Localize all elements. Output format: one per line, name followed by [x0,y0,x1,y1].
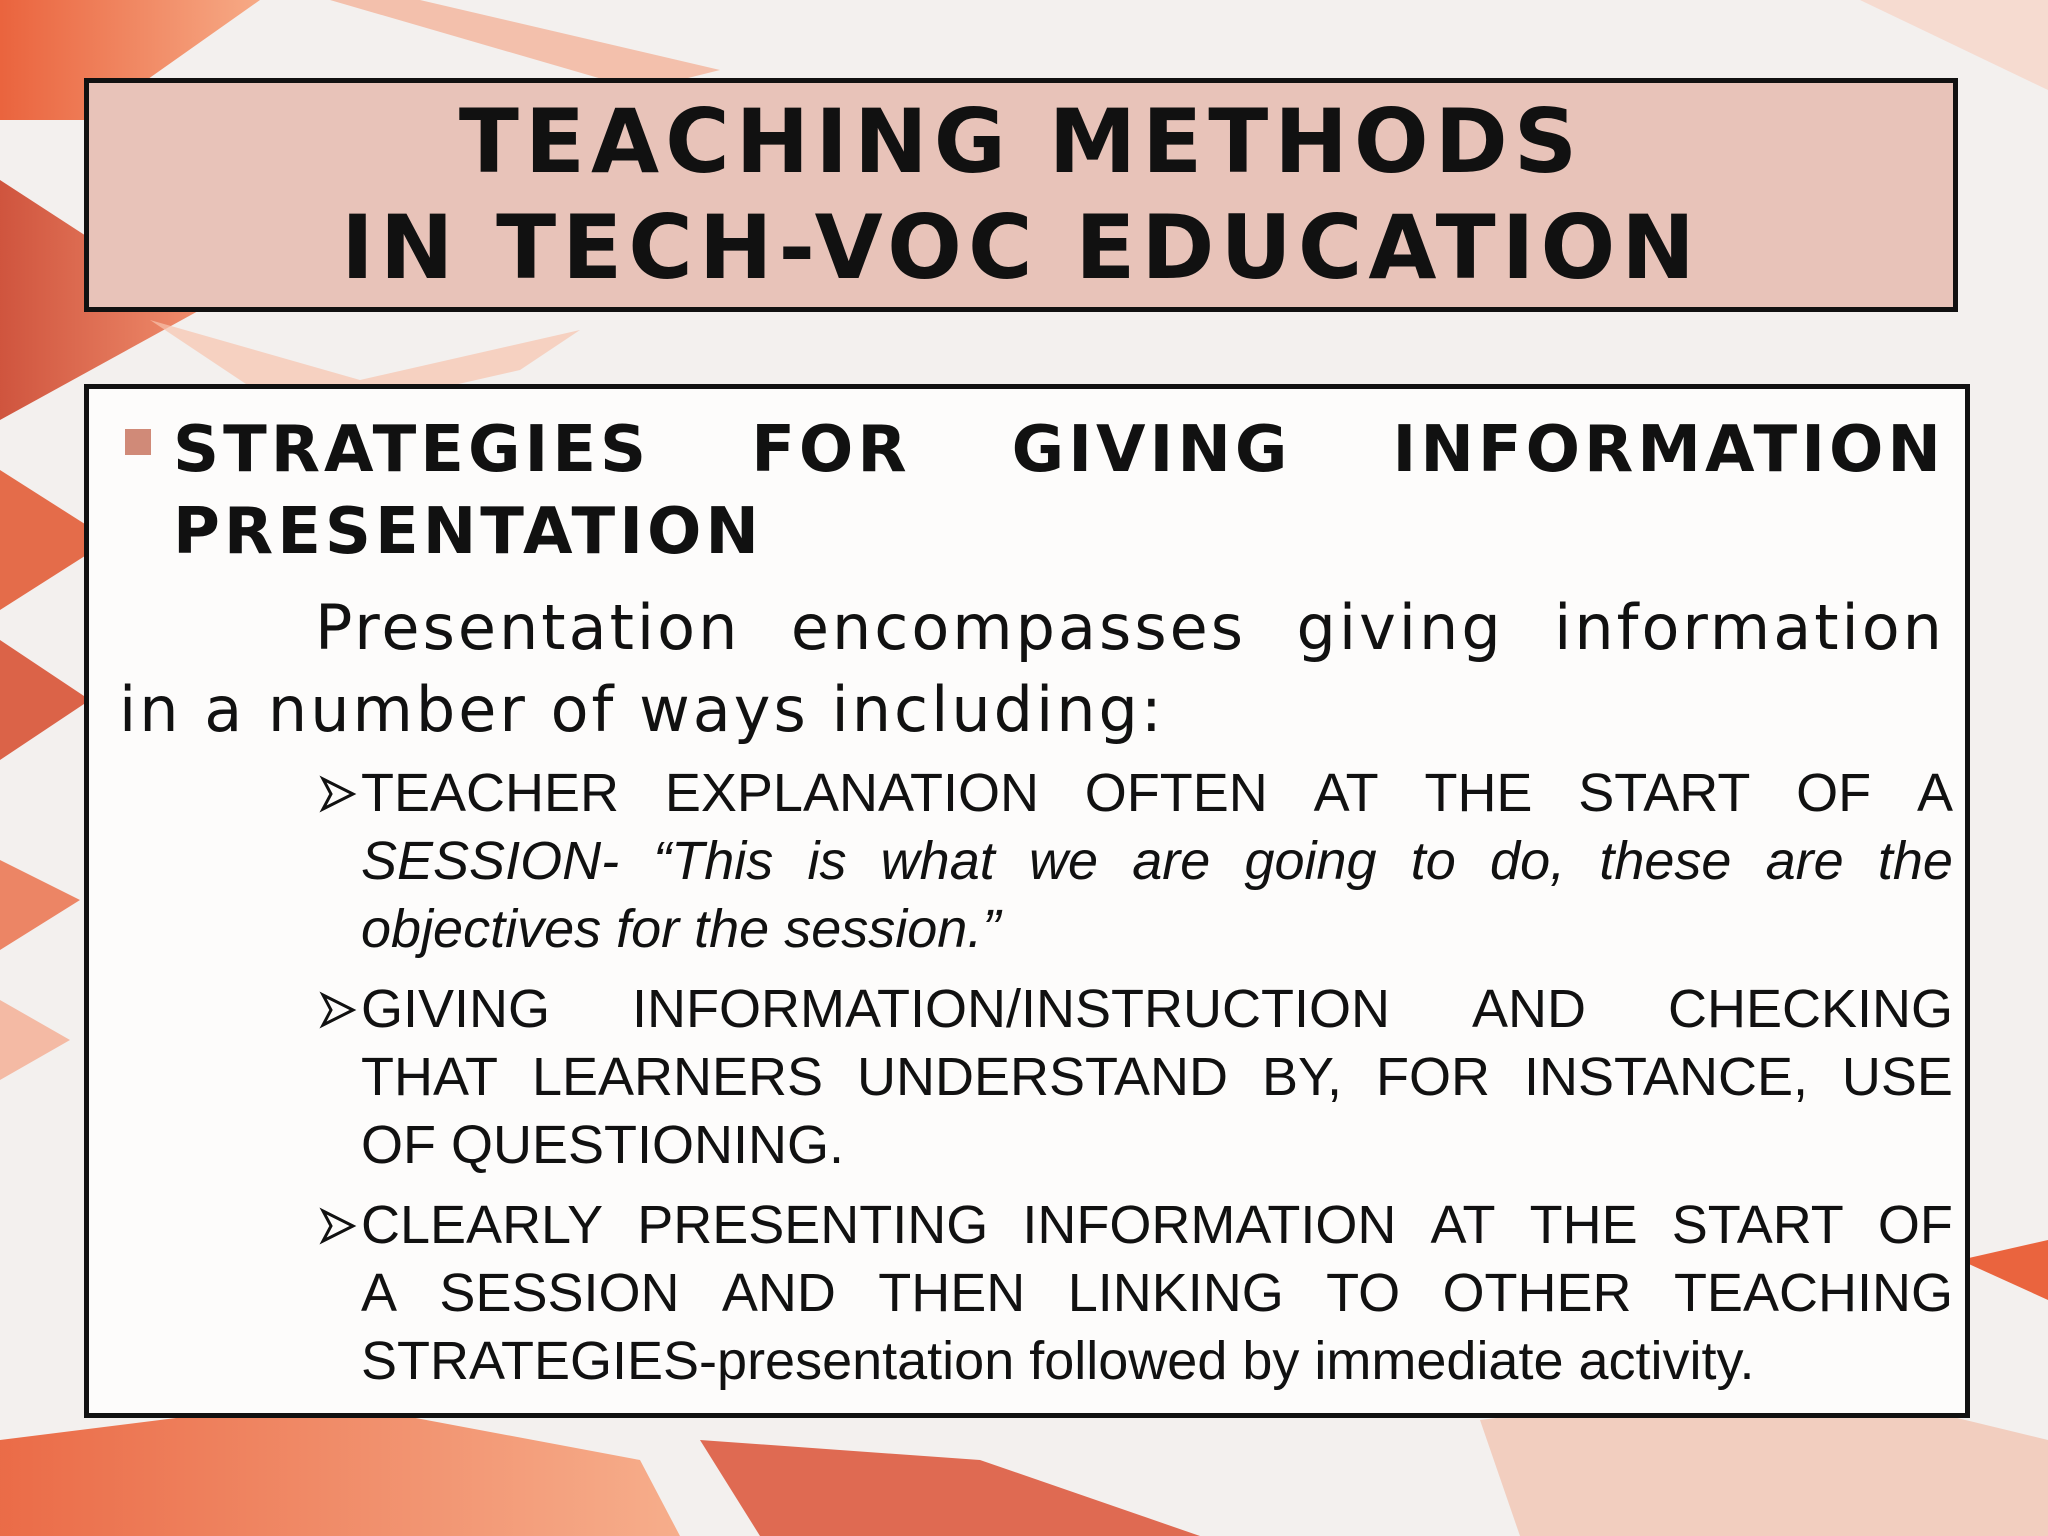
word: are [1765,831,1844,891]
intro-word: Presentation [315,591,741,664]
word: THE [1424,763,1533,823]
word: START [1671,1195,1844,1255]
word: the [1877,831,1953,891]
arrow-bullet-icon [319,1207,357,1245]
word: are [1132,831,1211,891]
chevron-stripe [0,1400,680,1536]
word: “This [653,831,774,891]
arrow-bullet-icon [319,991,357,1029]
list-item-line: objectives for the session.” [361,899,1001,959]
bullet-list [319,759,1953,1407]
list-item-line [361,1043,1953,1111]
chevron-stripe [0,640,90,760]
word: OF [1877,1195,1953,1255]
slide-title-line-1: TEACHING METHODS [458,90,1584,193]
list-item [319,975,1953,1179]
word: CHECKING [1667,979,1953,1039]
word: BY, [1261,1047,1343,1107]
word: EXPLANATION [664,763,1039,823]
list-item [319,1191,1953,1395]
chevron-stripe [1960,1240,2048,1300]
word: OTHER [1442,1263,1632,1323]
list-item-line [361,759,1953,827]
word: START [1578,763,1751,823]
word: do, [1490,831,1566,891]
word: AT [1430,1195,1496,1255]
word: LINKING [1067,1263,1284,1323]
word: TEACHER [361,763,620,823]
word: AT [1313,763,1379,823]
word: CLEARLY [361,1195,604,1255]
word: INSTANCE, [1523,1047,1808,1107]
content-box [84,384,1970,1418]
list-item-line: STRATEGIES-presentation followed by immediate activity. [361,1331,1755,1391]
intro-word: information [1554,591,1945,664]
heading-word: FOR [751,413,911,487]
word: AND [721,1263,836,1323]
word: PRESENTING [637,1195,989,1255]
word: these [1599,831,1732,891]
word: THEN [878,1263,1026,1323]
chevron-stripe [1860,0,2048,90]
list-item-line: OF QUESTIONING. [361,1115,845,1175]
title-box [84,78,1958,312]
list-item-line [361,1259,1953,1327]
list-item-line [361,975,1953,1043]
word: INFORMATION/INSTRUCTION [632,979,1390,1039]
word: SESSION- [361,831,620,891]
section-heading-line-1 [173,409,1945,491]
word: TO [1326,1263,1401,1323]
intro-line-1 [119,587,1945,669]
heading-word: INFORMATION [1392,413,1945,487]
word: is [807,831,847,891]
arrow-bullet-icon [319,775,357,813]
heading-word: GIVING [1011,413,1292,487]
section-heading-line-2: PRESENTATION [173,495,763,569]
chevron-stripe [0,1000,70,1080]
word: THE [1529,1195,1638,1255]
intro-word: encompasses [790,591,1247,664]
word: to [1410,831,1456,891]
word: LEARNERS [531,1047,824,1107]
word: we [1028,831,1098,891]
word: INFORMATION [1022,1195,1397,1255]
chevron-stripe [330,0,720,90]
word: A [1916,763,1953,823]
list-item [319,759,1953,963]
chevron-stripe [0,860,80,950]
word: UNDERSTAND [856,1047,1228,1107]
intro-word: giving [1296,591,1504,664]
word: GIVING [361,979,551,1039]
section-heading [173,409,1945,573]
word: going [1244,831,1377,891]
word: AND [1471,979,1586,1039]
word: SESSION [439,1263,680,1323]
square-bullet-icon [125,429,151,455]
list-item-line [361,1191,1953,1259]
word: what [880,831,995,891]
word: A [361,1263,398,1323]
chevron-stripe [700,1440,1200,1536]
word: FOR [1375,1047,1490,1107]
word: THAT [361,1047,498,1107]
slide-title-line-2: IN TECH-VOC EDUCATION [341,196,1701,299]
heading-word: STRATEGIES [173,413,651,487]
word: OF [1796,763,1872,823]
word: TEACHING [1673,1263,1953,1323]
list-item-line [361,827,1953,895]
word: USE [1841,1047,1953,1107]
intro-line-2: in a number of ways including: [119,673,1165,746]
intro-paragraph [119,587,1945,751]
word: OFTEN [1084,763,1268,823]
